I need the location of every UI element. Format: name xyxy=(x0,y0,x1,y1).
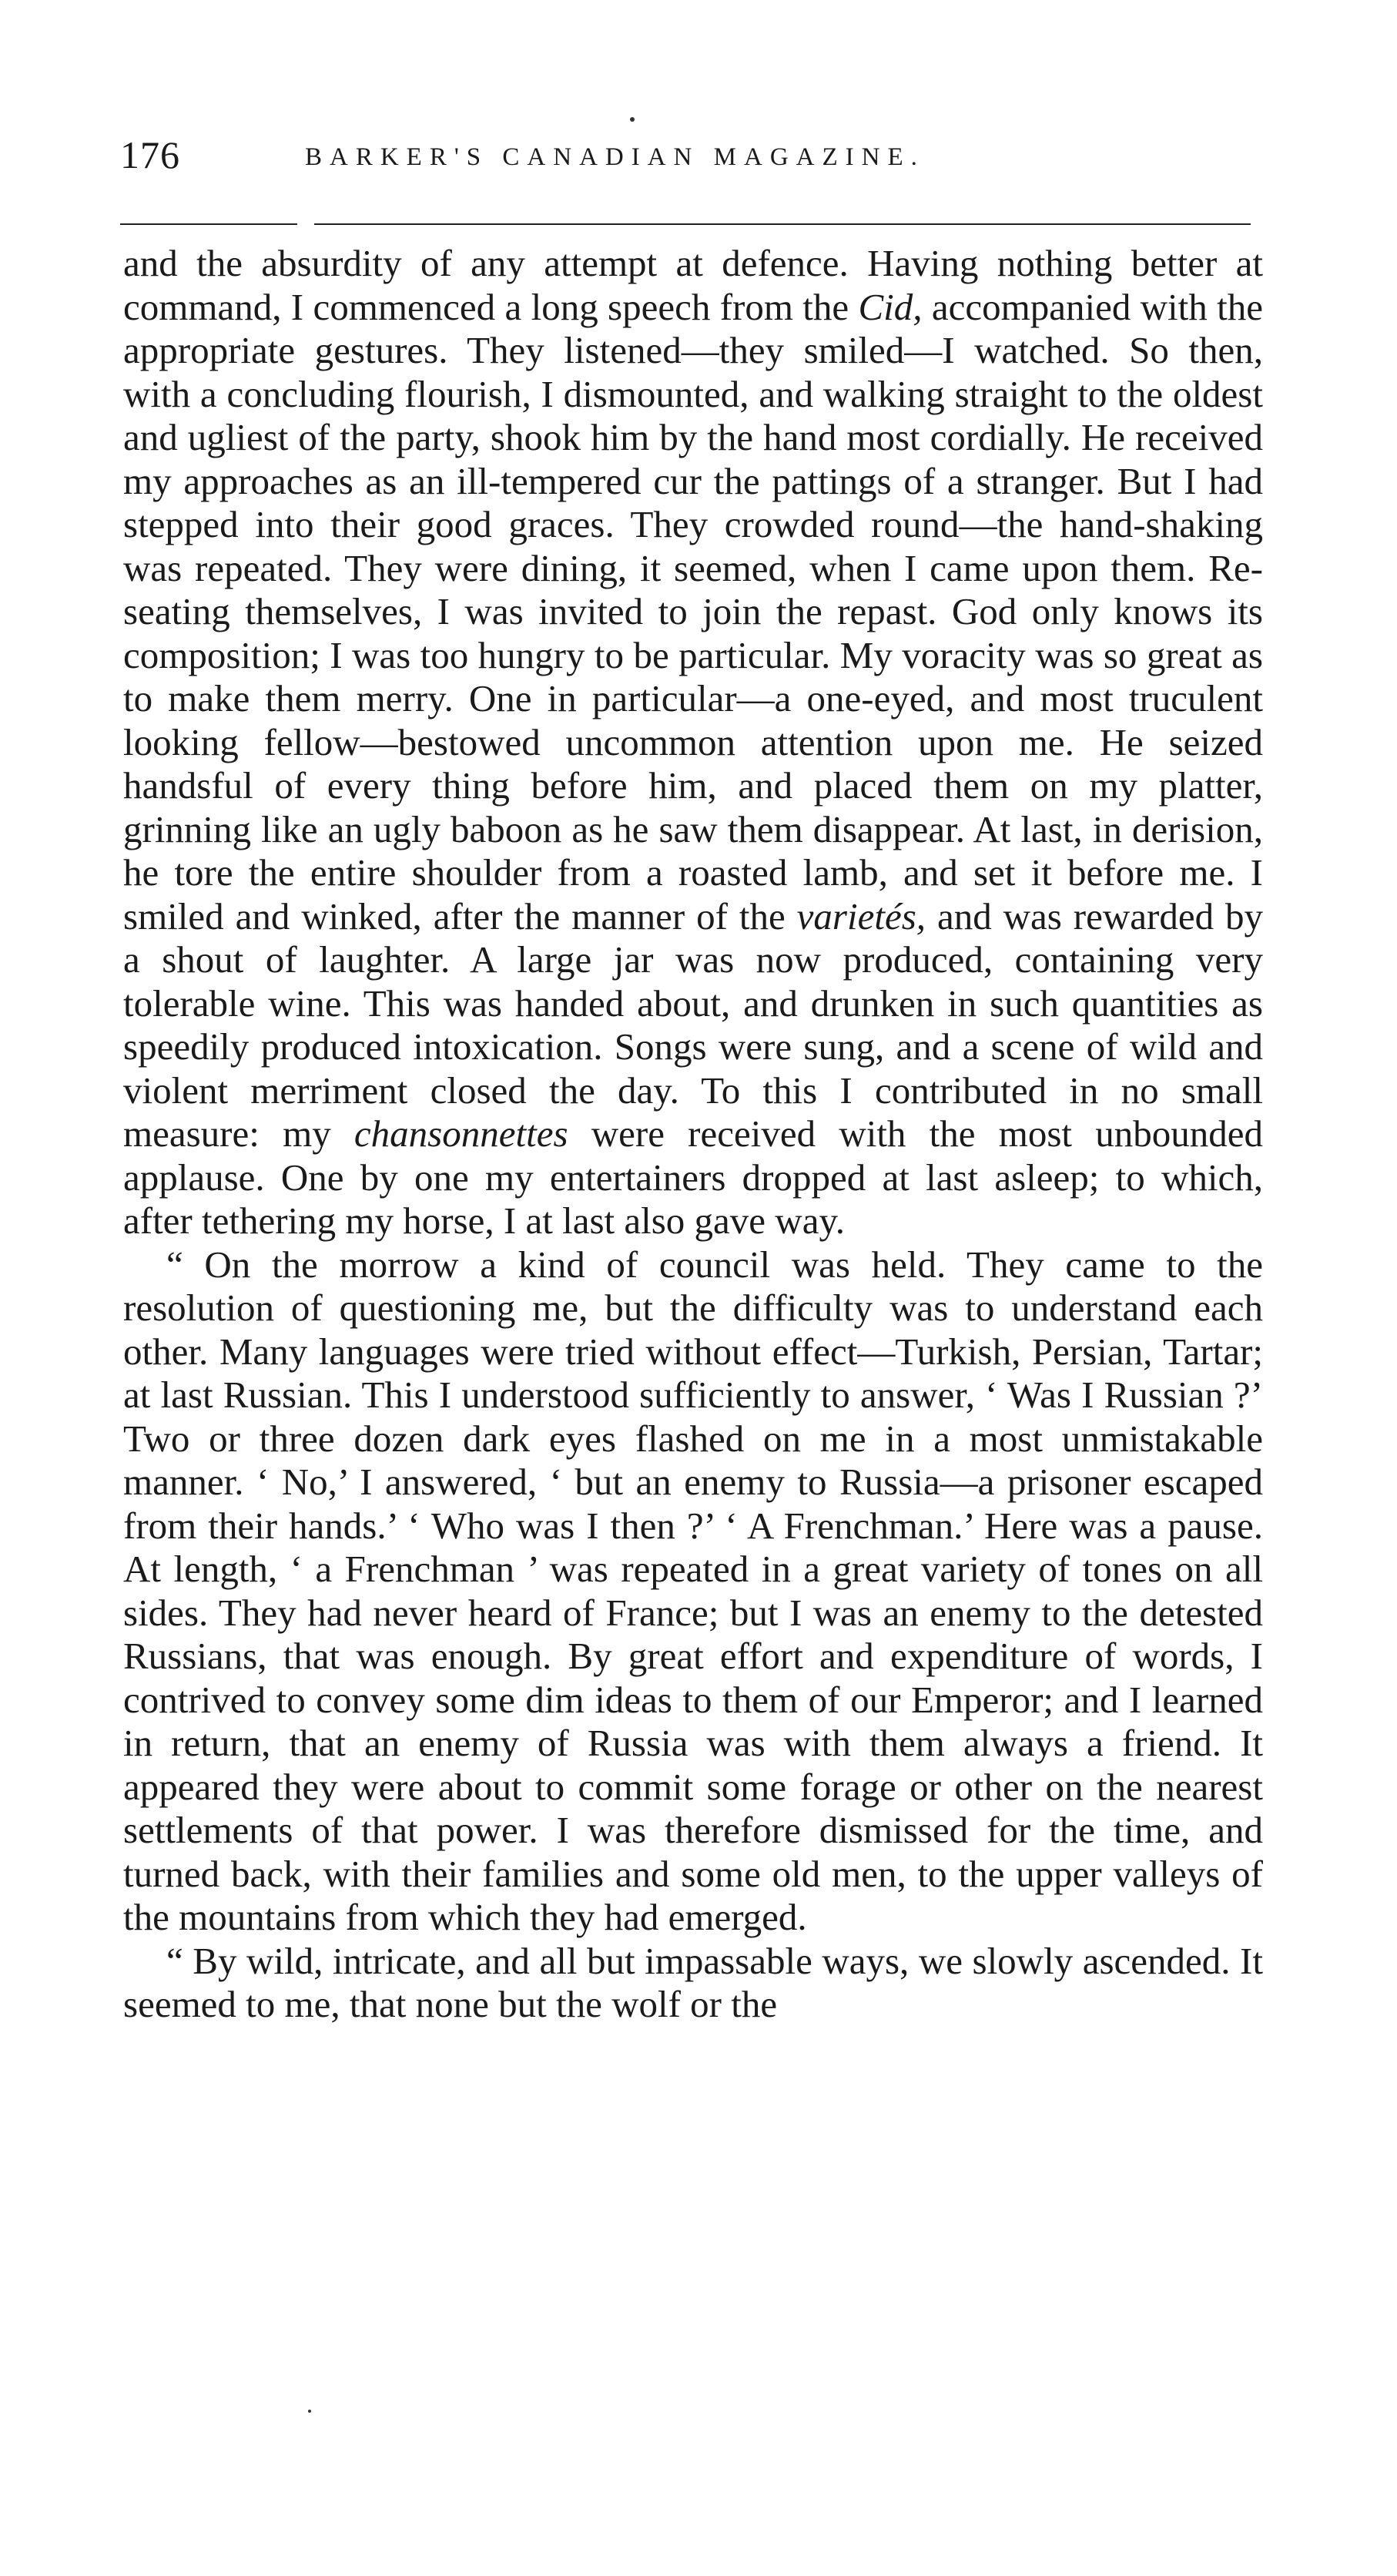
paragraph-3: “ By wild, intricate, and all but impassable ways, we slowly ascended. It seemed to me, that none but the wolf or the xyxy=(123,1939,1263,2025)
page-number: 176 xyxy=(120,133,180,176)
chansonnettes-italic: chansonnettes xyxy=(353,1112,568,1155)
header-rule-right xyxy=(314,223,1251,225)
body-text xyxy=(123,242,1263,2027)
paragraph-2: “ On the morrow a kind of council was held. They came to the resolution of questioning me, but the difficulty was to understand each other. Many languages were tried without effect—Turkish, Persian, Tartar; at last Russian. This I understood sufficiently to answer, ‘ Was I Russian ?’ Two or three dozen dark eyes flashed on me in a most unmistakable manner. ‘ No,’ I answered, ‘ but an enemy to Russia—a prisoner escaped from their hands.’ ‘ Who was I then ?’ ‘ A Frenchman.’ Here was a pause. At length, ‘ a Frenchman ’ was repeated in a great variety of tones on all sides. They had never heard of France; but I was an enemy to the detested Russians, that was enough. By great effort and expenditure of words, I contrived to convey some dim ideas to them of our Emperor; and I learned in return, that an enemy of Russia was with them always a friend. It appeared they were about to commit some forage or other on the nearest settlements of that power. I was therefore dismissed for the time, and turned back, with their families and some old men, to the upper valleys of the mountains from which they had emerged. xyxy=(123,1243,1263,1938)
paragraph-1: and the absurdity of any attempt at defence. Having nothing better at command, I commenced a long speech from the Cid, accompanied with the appropriate gestures. They listened—they smiled—I watched. So then, with a concluding flourish, I dismounted, and walking straight to the oldest and ugliest of the party, shook him by the hand most cordially. He received my approaches as an ill-tempered cur the pattings of a stranger. But I had stepped into their good graces. They crowded round—the hand-shaking was repeated. They were dining, it seemed, when I came upon them. Re-seating themselves, I was invited to join the repast. God only knows its composition; I was too hungry to be particular. My voracity was so great as to make them merry. One in particular—a one-eyed, and most truculent looking fellow—bestowed uncommon attention upon me. He seized handsful of every thing before him, and placed them on my platter, grinning like an ugly baboon as he saw them disappear. At last, in derision, he tore the entire shoulder from a roasted lamb, and set it before me. I smiled and winked, after the manner of the varietés, and was rewarded by a shout of laughter. A large jar was now produced, containing very tolerable wine. This was handed about, and drunken in such quantities as speedily produced intoxication. Songs were sung, and a scene of wild and violent merriment closed the day. To this I contributed in no small measure: my chansonnettes were received with the most unbounded applause. One by one my entertainers dropped at last asleep; to which, after tethering my horse, I at last also gave way. xyxy=(123,242,1264,1242)
header-rule-left xyxy=(120,223,297,225)
cid-italic: Cid, xyxy=(858,285,923,328)
varietes-italic: varietés, xyxy=(796,894,926,937)
page-header xyxy=(120,132,1260,186)
ink-speck xyxy=(630,117,635,122)
ink-speck-bottom xyxy=(308,2410,311,2413)
running-title: BARKER'S CANADIAN MAGAZINE. xyxy=(305,143,925,171)
